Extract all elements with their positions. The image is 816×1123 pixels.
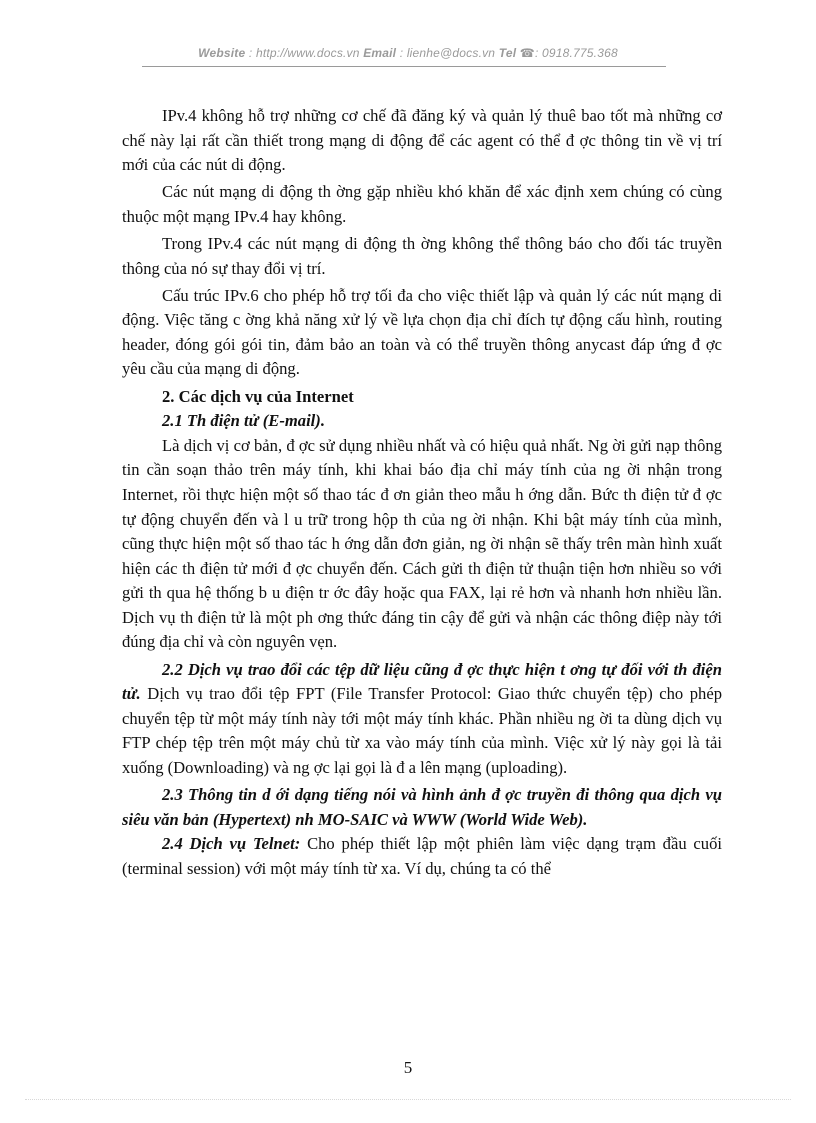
page-header — [150, 46, 666, 60]
subsection-heading-email: 2.1 Th điện tử (E-mail). — [162, 411, 325, 431]
email-value[interactable]: : lienhe@docs.vn — [399, 46, 496, 60]
paragraph-email: Là dịch vị cơ bản, đ ợc sử dụng nhiều nhất và có hiệu quả nhất. Ng ời gửi nạp thông tin cần soạn thảo trên máy tính, khi khai báo địa chỉ máy tính của ng ời nhận trong Internet, rồi thực hiện một số thao tác đ ơn giản theo mẫu h ớng dẫn. Bức th điện tử đ ợc tự động chuyển đến và l u trữ trong hộp th của ng ời nhận. Khi bật máy tính của mình, cũng thực hiện một số thao tác h ớng dẫn đơn giản, ng ời nhận sẽ thấy trên màn hình xuất hiện các th điện tử mới đ ợc chuyển đến. Cách gửi th điện tử thuận tiện hơn nhiều so với gửi th qua hệ thống b u điện tr ớc đây hoặc qua FAX, lại rẻ hơn và nhanh hơn nhiều lần. Dịch vụ th điện tử là một ph ơng thức đáng tin cậy để gửi và nhận các thông điệp này tới đúng địa chỉ và còn nguyên vẹn. — [122, 435, 722, 652]
paragraph-telnet — [122, 832, 722, 881]
website-value[interactable]: : http://www.docs.vn — [248, 46, 360, 60]
phone-icon: ☎ — [519, 46, 535, 60]
page-number: 5 — [403, 1058, 413, 1077]
paragraph-file-transfer — [122, 658, 722, 781]
paragraph-hypertext: 2.3 Thông tin d ới dạng tiếng nói và hình ảnh đ ợc truyền đi thông qua dịch vụ siêu văn bản (Hypertext) nh MO-SAIC và WWW (World Wide Web). — [122, 785, 722, 829]
paragraph-ipv4-registration: IPv.4 không hỗ trợ những cơ chế đã đăng ký và quản lý thuê bao tốt mà những cơ chế này lại rất cần thiết trong mạng di động để các agent có thể đ ợc thông tin về vị trí mới của các nút di động. — [122, 106, 722, 175]
file-transfer-title: 2.2 Dịch vụ trao đổi các tệp dữ liệu cũng đ ợc thực hiện t ơng tự đối với th điện tử. — [122, 659, 722, 704]
paragraph-ipv6-structure: Cấu trúc IPv.6 cho phép hỗ trợ tối đa cho việc thiết lập và quản lý các nút mạng di động. Việc tăng c ờng khả năng xử lý về lựa chọn địa chỉ đích tự động cấu hình, routing header, đóng gói gói tin, đảm bảo an toàn và có thể truyền thông anycast đáp ứng đ ợc yêu cầu của mạng di động. — [122, 285, 722, 379]
section-heading-internet-services: 2. Các dịch vụ của Internet — [162, 386, 354, 406]
tel-label: Tel — [498, 46, 517, 60]
email-label: Email — [363, 46, 397, 60]
header-divider — [142, 66, 666, 67]
website-label: Website — [198, 46, 246, 60]
telnet-title: 2.4 Dịch vụ Telnet: — [162, 834, 301, 854]
document-body — [122, 104, 722, 884]
footer-divider — [25, 1099, 791, 1100]
telnet-text: Cho phép thiết lập một phiên làm việc dạng trạm đầu cuối (terminal session) với một máy tính từ xa. Ví dụ, chúng ta có thể — [122, 834, 722, 878]
file-transfer-text: Dịch vụ trao đổi tệp FPT (File Transfer Protocol: Giao thức chuyển tệp) cho phép chuyển tệp từ một máy tính này tới một máy tính khác. Phần nhiều ng ời ta dùng dịch vụ FTP chép tệp trên một máy chủ từ xa vào máy tính của mình. Việc xử lý này gọi là tải xuống (Downloading) và ng ợc lại gọi là đ a lên mạng (uploading). — [122, 684, 722, 777]
paragraph-ipv4-network: Các nút mạng di động th ờng gặp nhiều khó khăn để xác định xem chúng có cùng thuộc một mạng IPv.4 hay không. — [122, 182, 722, 226]
tel-value: : 0918.775.368 — [534, 46, 618, 60]
paragraph-ipv4-location: Trong IPv.4 các nút mạng di động th ờng không thể thông báo cho đối tác truyền thông của nó sự thay đổi vị trí. — [122, 233, 722, 278]
